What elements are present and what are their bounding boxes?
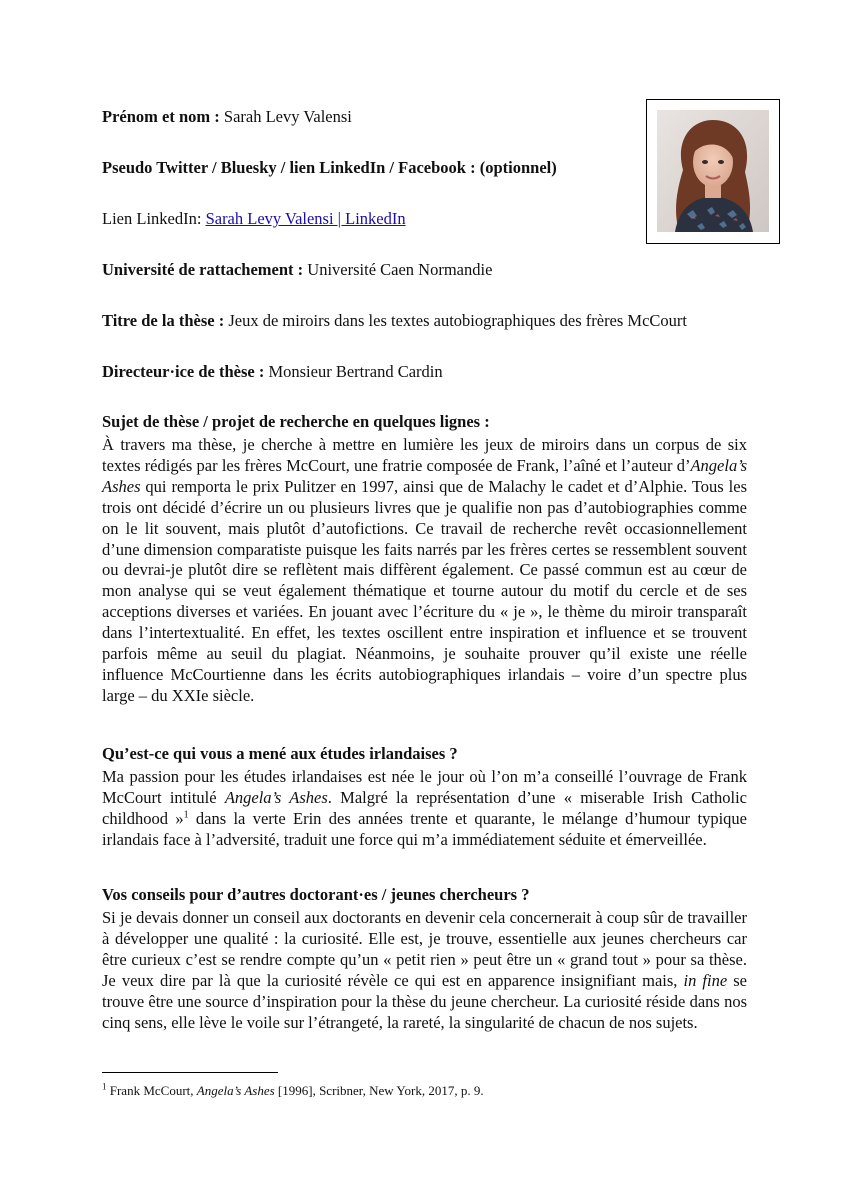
social-label: Pseudo Twitter / Bluesky / lien LinkedIn / Facebook : (optionnel) (102, 158, 557, 177)
section2-text-c: dans la verte Erin des années trente et quarante, le mélange d’humour typique irlandais face à l’adversité, traduit une force qui m’a immédiatement séduite et émerveillée. (102, 808, 747, 849)
section1-text-b: qui remporta le prix Pulitzer en 1997, ainsi que de Malachy le cadet et d’Alphie. Tous les trois ont décidé d’écrire un ou plusieurs livres que je qualifie non pas d’autobiographies comme on le lit souvent, mais plutôt d’autofictions. Ce travail de recherche revêt occasionnellement d’une dimension comparatiste puisque les faits narrés par les frères certes se ressemblent souvent ou devrai-je plutôt dire se reflètent mais diffèrent également. Ce passé commun est au cœur de mon analyse qui se veut également thématique et tourne autour du motif du cercle et de ses acceptions diverses et variées. En jouant avec l’écriture du « je », le thème du miroir transparaît dans l’intertextualité. En effet, les textes oscillent entre inspiration et influence et se trouvent parfois même au seuil du plagiat. Néanmoins, je souhaite prouver qu’il existe une réelle influence McCourtienne dans les écrits autobiographiques irlandais – voire d’un spectre plus large – du XXIe siècle. (102, 476, 747, 705)
director-label: Directeur·ice de thèse : (102, 362, 265, 381)
section2-text-b: . Malgré la représentation d’une « miserable Irish Catholic childhood » (102, 787, 747, 828)
section3-heading: Vos conseils pour d’autres doctorant·es / jeunes chercheurs ? (102, 885, 530, 904)
footnote-number: 1 (102, 1081, 107, 1092)
portrait-image (657, 110, 769, 232)
section3-italic: in fine (683, 970, 728, 990)
name-value: Sarah Levy Valensi (219, 107, 352, 126)
portrait-photo (657, 110, 769, 232)
linkedin-link[interactable]: Sarah Levy Valensi | LinkedIn (205, 209, 406, 228)
director-value: Monsieur Bertrand Cardin (264, 362, 443, 381)
footnote-text-b: [1996], Scribner, New York, 2017, p. 9. (274, 1083, 484, 1098)
linkedin-line (102, 208, 406, 230)
section1-text-a: À travers ma thèse, je cherche à mettre en lumière les jeux de miroirs dans un corpus de six textes rédigés par les frères McCourt, une fratrie composée de Frank, l’aîné et l’auteur d’ (102, 435, 747, 475)
portrait-photo-frame (646, 99, 780, 244)
name-line (102, 106, 352, 128)
section1-paragraph (102, 435, 747, 707)
footnote (102, 1082, 484, 1100)
section3-paragraph (102, 908, 747, 1033)
section2-paragraph (102, 767, 747, 851)
section1-heading: Sujet de thèse / projet de recherche en quelques lignes : (102, 412, 490, 431)
name-label: Prénom et nom : (102, 107, 220, 126)
section1-book-title: Angela’s Ashes (102, 455, 747, 496)
section3-text-a: Si je devais donner un conseil aux doctorants en devenir cela concernerait à coup sûr de travailler à développer une qualité : la curiosité. Elle est, je trouve, essentielle aux jeunes chercheurs car être curieux c’est se rendre compte qu’un « petit rien » peut être un « grand tout » pour sa thèse. Je veux dire par là que la curiosité révèle ce qui est en apparence insignifiant mais, (102, 908, 747, 990)
university-value: Université Caen Normandie (303, 260, 493, 279)
section2-heading: Qu’est-ce qui vous a mené aux études irlandaises ? (102, 744, 458, 763)
thesis-title-value: Jeux de miroirs dans les textes autobiographiques des frères McCourt (224, 311, 688, 330)
footnote-reference[interactable]: 1 (183, 809, 189, 821)
footnote-book-title: Angela’s Ashes (196, 1083, 275, 1098)
social-line (102, 157, 557, 179)
section3-text-b: se trouve être une source d’inspiration pour la thèse du jeune chercheur. La curiosité réside dans nos cinq sens, elle lève le voile sur l’étrangeté, la rareté, la singularité de chacun de nos sujets. (102, 970, 747, 1032)
director-line (102, 361, 443, 383)
linkedin-label: Lien LinkedIn: (102, 209, 206, 228)
thesis-title-label: Titre de la thèse : (102, 311, 225, 330)
university-label: Université de rattachement : (102, 260, 304, 279)
university-line (102, 259, 492, 281)
section2-book-title: Angela’s Ashes (224, 787, 328, 807)
section2-text-a: Ma passion pour les études irlandaises est née le jour où l’on m’a conseillé l’ouvrage de Frank McCourt intitulé (102, 767, 747, 807)
thesis-title-line (102, 310, 687, 332)
footnote-text-a: Frank McCourt, (106, 1083, 197, 1098)
footnote-divider (102, 1072, 278, 1073)
